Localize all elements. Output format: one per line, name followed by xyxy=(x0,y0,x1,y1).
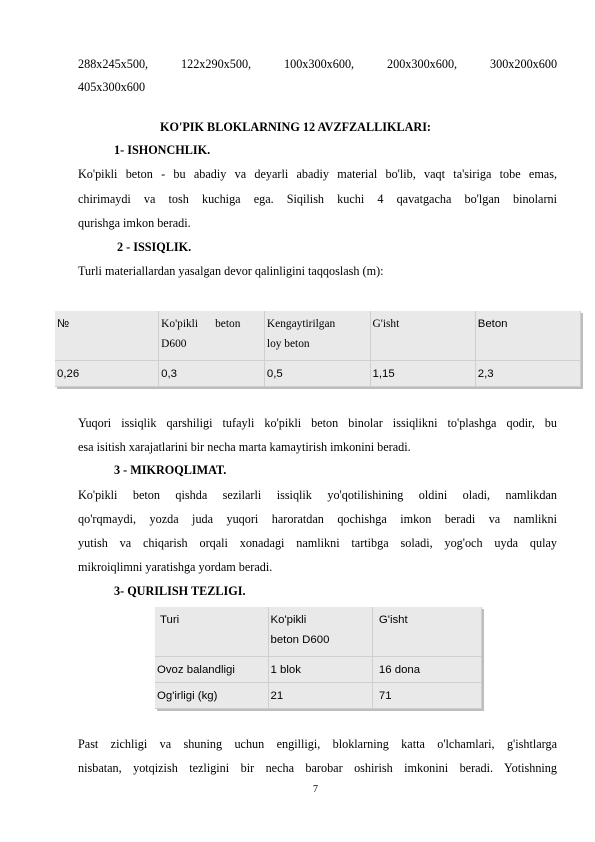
table-cell: 2,3 xyxy=(475,361,580,387)
header-text: № xyxy=(57,318,70,330)
table-header-row xyxy=(55,311,581,361)
table-cell: Og'irligi (kg) xyxy=(155,683,268,709)
sizes-line-2: 405x300x600 xyxy=(78,80,146,94)
size-item: 122x290x500, xyxy=(181,57,252,71)
table-cell: 0,3 xyxy=(159,361,265,387)
table-cell: 71 xyxy=(372,683,481,709)
paragraph-line: qurishga imkon beradi. xyxy=(78,216,191,230)
header-text: Ko'pikli xyxy=(270,614,307,626)
header-cell-concrete xyxy=(475,311,580,361)
construction-speed-table xyxy=(155,607,482,709)
table-row xyxy=(155,683,482,709)
table-header-row xyxy=(155,607,482,657)
paragraph-line: esa isitish xarajatlarini bir necha marta kamaytirish imkonini beradi. xyxy=(78,440,411,454)
table-cell: 21 xyxy=(268,683,372,709)
section-heading-construction-speed: 3- QURILISH TEZLIGI. xyxy=(114,584,246,598)
size-item: 288x245x500, xyxy=(78,57,149,71)
header-cell-type xyxy=(155,607,268,657)
header-cell-foam-concrete xyxy=(268,607,372,657)
table-cell: 0,5 xyxy=(264,361,370,387)
header-cell-brick xyxy=(372,607,481,657)
table-row xyxy=(155,657,482,683)
header-text: loy beton xyxy=(266,338,310,350)
table-cell: 0,26 xyxy=(55,361,159,387)
table-cell: 1,15 xyxy=(370,361,475,387)
paragraph-line: Ko'pikli beton qishda sezilarli issiqlik yo'qotilishining oldini oladi, namlikdan xyxy=(78,488,557,502)
size-item: 300x200x600 xyxy=(490,57,558,71)
table-cell: 16 dona xyxy=(372,657,481,683)
paragraph-line: yutish va chiqarish orqali xonadagi namlikni tartibga soladi, yog'och uyda qulay xyxy=(78,536,557,550)
size-item: 200x300x600, xyxy=(387,57,458,71)
header-cell-brick xyxy=(370,311,475,361)
header-text: Ko'pikli beton xyxy=(161,318,241,330)
sizes-line-1 xyxy=(78,54,557,75)
paragraph-line: mikroiqlimni yaratishga yordam beradi. xyxy=(78,560,273,574)
table-cell: Ovoz balandligi xyxy=(155,657,268,683)
header-text: Turi xyxy=(160,614,180,626)
section-heading-microclimate: 3 - MIKROQLIMAT. xyxy=(114,463,227,477)
paragraph-line: nisbatan, yotqizish tezligini bir necha barobar oshirish imkonini beradi. Yotishning xyxy=(78,761,557,775)
table-intro: Turli materiallardan yasalgan devor qalinligini taqqoslash (m): xyxy=(78,264,384,278)
header-text: Beton xyxy=(477,318,508,330)
size-item: 100x300x600, xyxy=(284,57,355,71)
table-row xyxy=(55,361,581,387)
wall-thickness-table xyxy=(55,311,581,387)
paragraph-line: Ko'pikli beton - bu abadiy va deyarli abadiy material bo'lib, vaqt ta'siriga tobe emas, xyxy=(78,167,557,181)
header-cell-expanded-clay xyxy=(264,311,370,361)
table-cell: 1 blok xyxy=(268,657,372,683)
page-number: 7 xyxy=(313,784,318,795)
header-text: D600 xyxy=(161,338,187,350)
header-text: G'isht xyxy=(372,318,400,330)
main-heading: KO'PIK BLOKLARNING 12 AVZFZALLIKLARI: xyxy=(160,120,431,134)
paragraph-line: Past zichligi va shuning uchun engilligi, bloklarning katta o'lchamlari, g'ishtlarga xyxy=(78,737,557,751)
header-cell-number xyxy=(55,311,159,361)
header-text: G'isht xyxy=(378,614,408,626)
section-heading-reliability: 1- ISHONCHLIK. xyxy=(114,143,211,157)
paragraph-line: chirimaydi va tosh kuchiga ega. Siqilish kuchi 4 qavatgacha bo'lgan binolarni xyxy=(78,192,557,206)
paragraph-line: qo'rqmaydi, yozda juda yuqori haroratdan qochishga imkon beradi va namlikni xyxy=(78,512,557,526)
paragraph-line: Yuqori issiqlik qarshiligi tufayli ko'pikli beton binolar issiqlikni to'plashga qodir, bu xyxy=(78,416,557,430)
header-cell-foam-concrete xyxy=(159,311,265,361)
header-text: Kengaytirilgan xyxy=(266,318,336,330)
header-text: beton D600 xyxy=(270,634,330,646)
section-heading-heat: 2 - ISSIQLIK. xyxy=(117,240,192,254)
